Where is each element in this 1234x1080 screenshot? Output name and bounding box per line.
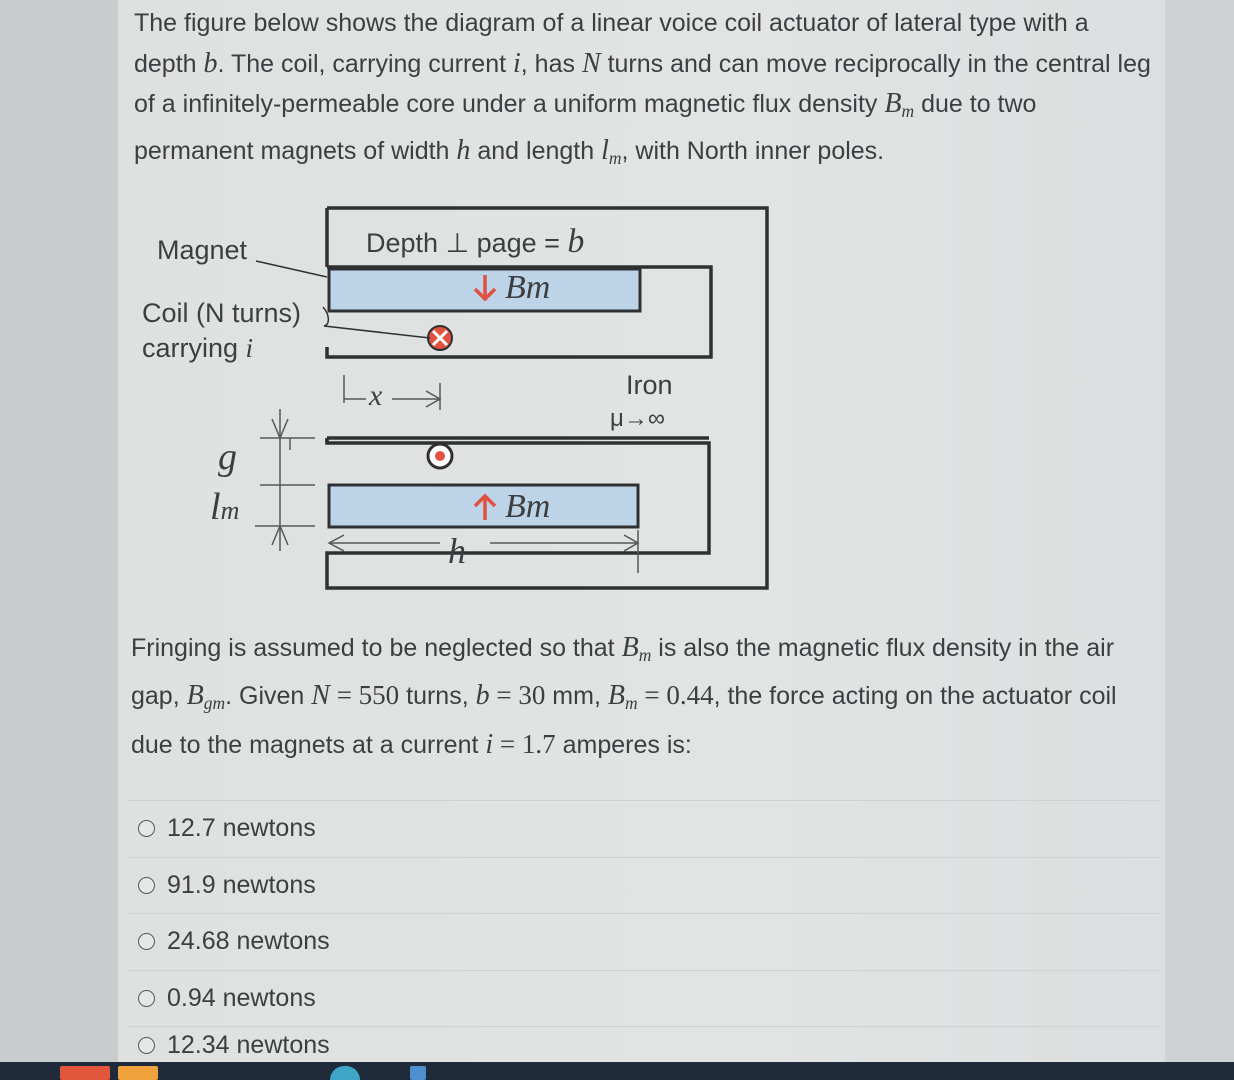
iron-label: Iron (626, 370, 673, 400)
gap-dimension (255, 409, 315, 551)
radio-button[interactable] (138, 1037, 155, 1054)
app-icon[interactable] (410, 1066, 426, 1080)
answer-option[interactable] (128, 857, 1160, 912)
h-label: h (448, 531, 466, 571)
answer-option[interactable] (128, 1026, 1160, 1063)
app-icon[interactable] (118, 1066, 158, 1080)
lm-label: lm (210, 486, 240, 528)
x-label: x (369, 379, 383, 412)
x-dimension (344, 375, 440, 410)
radio-button[interactable] (138, 877, 155, 894)
actuator-diagram (130, 195, 780, 605)
g-label: g (218, 436, 237, 478)
answer-option-label: 91.9 newtons (167, 870, 316, 899)
magnet-leader (256, 261, 327, 277)
depth-label: Depth ⊥ page = b (366, 223, 585, 260)
iron-core (327, 208, 767, 588)
bm-top-label: Bm (505, 269, 551, 306)
right-margin (1165, 0, 1234, 1080)
left-margin (0, 0, 118, 1080)
radio-button[interactable] (138, 933, 155, 950)
os-taskbar (0, 1062, 1234, 1080)
answer-option-label: 12.34 newtons (167, 1030, 330, 1059)
app-icon[interactable] (60, 1066, 110, 1080)
answer-option-label: 24.68 newtons (167, 926, 330, 955)
radio-button[interactable] (138, 820, 155, 837)
radio-button[interactable] (138, 990, 155, 1007)
question-intro-text: The figure below shows the diagram of a linear voice coil actuator of lateral type with a depth b. The coil, carrying current i, has N turns and can move reciprocally in the central leg of a infinitely-permeable core under a uniform magnetic flux density $B_m$ due to two permanent magnets of width h and length $l_m$, with North inner poles. (134, 9, 1151, 169)
coil-into-page-icon (428, 326, 452, 350)
bm-bottom-label: Bm (505, 488, 551, 525)
coil-current-label: carrying i (142, 333, 254, 363)
answer-option[interactable] (128, 913, 1160, 968)
answer-option-label: 0.94 newtons (167, 983, 316, 1012)
coil-label: Coil (N turns) (142, 298, 302, 328)
coil-out-of-page-icon (428, 444, 452, 468)
answer-option[interactable] (128, 970, 1160, 1025)
permeability-label: μ→∞ (610, 405, 665, 432)
magnet-label: Magnet (157, 235, 248, 265)
question-given-text: Fringing is assumed to be neglected so that $B_m$ is also the magnetic flux density in the air gap, $B_{gm}$. Given N = 550 turns, b = 30 mm, $B_m = 0.44$, the force acting on the actuator coil due to the magnets at a current i = 1.7 amperes is: (131, 632, 1117, 760)
answer-option-label: 12.7 newtons (167, 813, 316, 842)
answer-option[interactable] (128, 800, 1160, 855)
